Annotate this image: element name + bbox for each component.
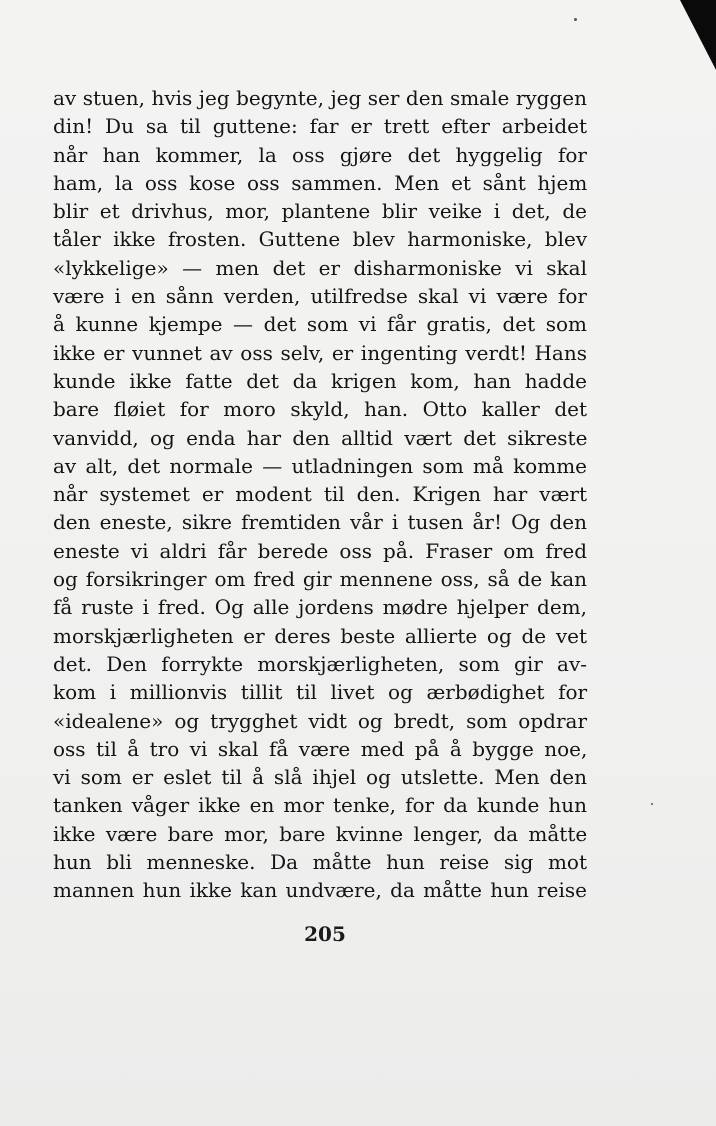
text-line: ikke er vunnet av oss selv, er ingenting verdt! Hans bbox=[53, 340, 587, 365]
text-line: ikke være bare mor, bare kvinne lenger, da måtte bbox=[53, 821, 588, 846]
scan-speck bbox=[574, 18, 577, 21]
text-line: få ruste i fred. Og alle jordens mødre hjelper dem, bbox=[53, 595, 587, 620]
scan-speck bbox=[651, 803, 653, 805]
text-line: oss til å tro vi skal få være med på å bygge noe, bbox=[53, 736, 588, 761]
text-line: hun bli menneske. Da måtte hun reise sig mot bbox=[53, 850, 587, 875]
text-line: vi som er eslet til å slå ihjel og utslette. Men den bbox=[53, 765, 587, 790]
text-line: å kunne kjempe — det som vi får gratis, det som bbox=[53, 312, 587, 337]
text-line: «idealene» og trygghet vidt og bredt, som opdrar bbox=[53, 708, 587, 733]
text-line: vanvidd, og enda har den alltid vært det sikreste bbox=[53, 425, 588, 450]
text-line: «lykkelige» — men det er disharmoniske vi skal bbox=[53, 255, 587, 280]
text-line: det. Den forrykte morskjærligheten, som gir av- bbox=[53, 651, 587, 676]
text-line: tanken våger ikke en mor tenke, for da kunde hun bbox=[53, 793, 588, 818]
page-number: 205 bbox=[304, 922, 346, 946]
text-line: tåler ikke frosten. Guttene blev harmoniske, blev bbox=[53, 227, 588, 252]
text-line: av stuen, hvis jeg begynte, jeg ser den smale ryggen bbox=[53, 86, 587, 110]
text-line: være i en sånn verden, utilfredse skal vi være for bbox=[53, 284, 587, 309]
text-line: mannen hun ikke kan undvære, da måtte hun reise bbox=[53, 878, 587, 903]
text-line: bare fløiet for moro skyld, han. Otto kaller det bbox=[53, 397, 587, 422]
text-line: blir et drivhus, mor, plantene blir veike i det, de bbox=[53, 199, 587, 224]
text-line: ham, la oss kose oss sammen. Men et sånt hjem bbox=[53, 170, 588, 195]
text-line: når systemet er modent til den. Krigen har vært bbox=[53, 482, 587, 507]
body-text bbox=[53, 84, 587, 905]
text-line: når han kommer, la oss gjøre det hyggelig for bbox=[53, 142, 587, 167]
text-line: den eneste, sikre fremtiden vår i tusen år! Og den bbox=[53, 510, 587, 535]
scan-dark-corner bbox=[680, 0, 716, 70]
text-line: din! Du sa til guttene: far er trett efter arbeidet bbox=[53, 114, 587, 139]
text-line: eneste vi aldri får berede oss på. Fraser om fred bbox=[53, 538, 587, 563]
text-line: kunde ikke fatte det da krigen kom, han hadde bbox=[53, 368, 587, 393]
text-line: kom i millionvis tillit til livet og ærbødighet for bbox=[53, 680, 588, 705]
text-line: og forsikringer om fred gir mennene oss, så de kan bbox=[53, 567, 588, 592]
text-line: morskjærligheten er deres beste allierte og de vet bbox=[53, 623, 587, 648]
text-line: av alt, det normale — utladningen som må komme bbox=[53, 453, 587, 478]
